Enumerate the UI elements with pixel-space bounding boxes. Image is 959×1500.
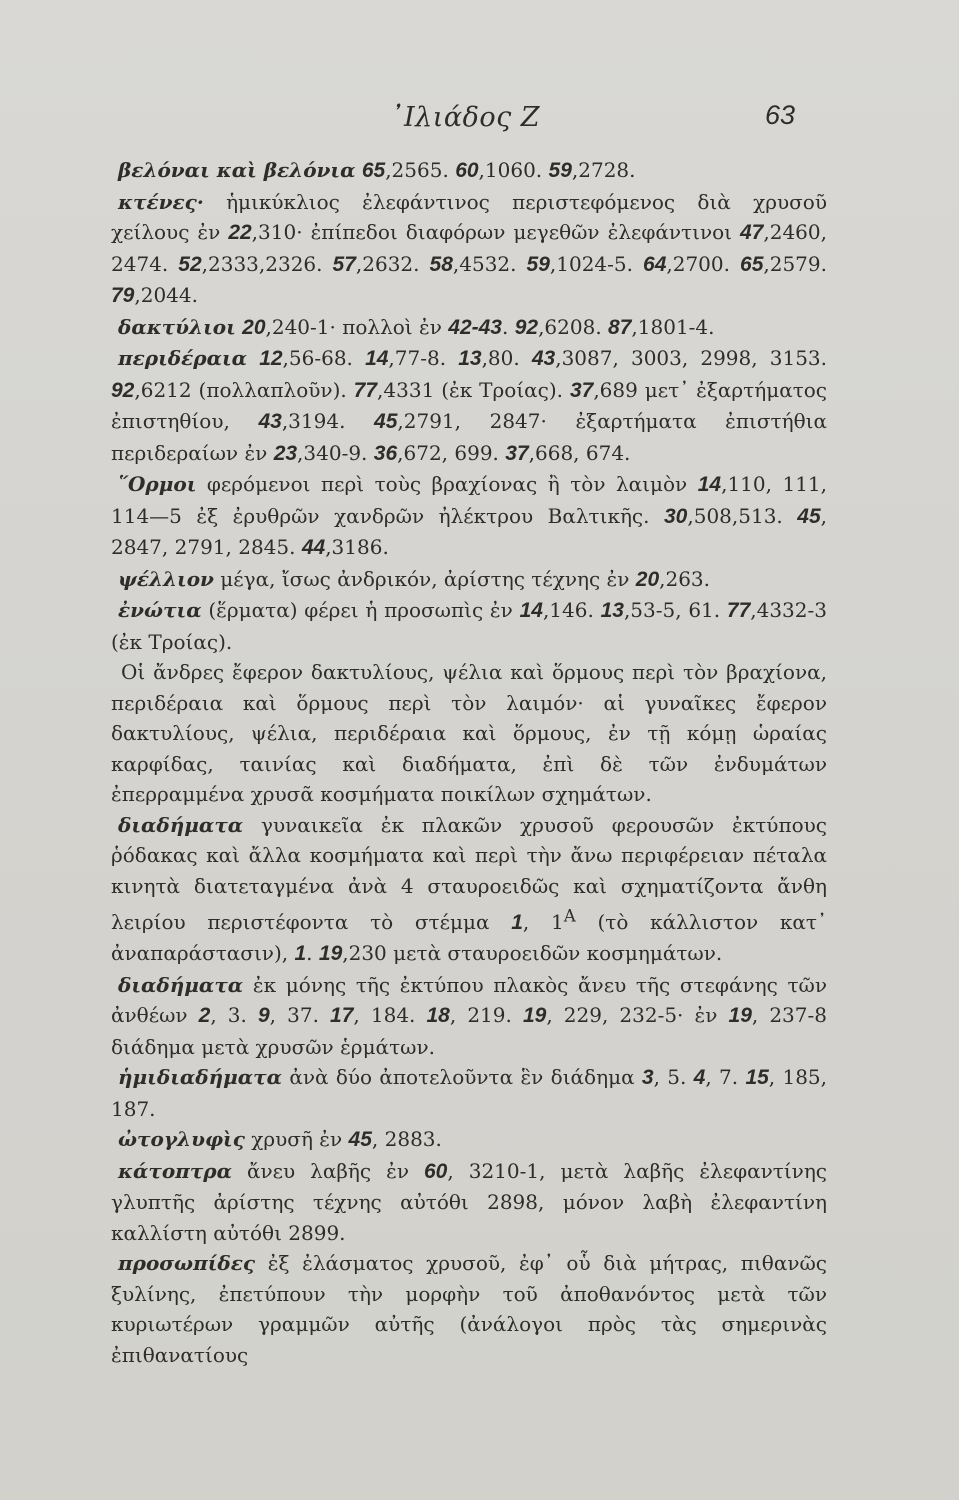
- entry-term: διαδήματα: [118, 972, 244, 997]
- entry-hemidiademata: [111, 1062, 827, 1124]
- entry-term: βελόναι καὶ βελόνια: [118, 158, 356, 182]
- entry-text: 20,240-1· πολλοὶ ἐν 42-43. 92,6208. 87,1801-4.: [242, 314, 715, 339]
- entry-text: φερόμενοι περὶ τοὺς βραχίονας ἢ τὸν λαιμὸν 14,110, 111, 114—5 ἐξ ἐρυθρῶν χανδρῶν ἠλέκτρου Βαλτικῆς. 30,508,513. 45, 2847, 2791, 2845. 44,3186.: [111, 472, 828, 559]
- entry-text: ἡμικύκλιος ἐλεφάντινος περιστεφόμενος διὰ χρυσοῦ χείλους ἐν 22,310· ἐπίπεδοι διαφόρων μεγεθῶν ἐλεφάντινοι 47,2460, 2474. 52,2333,2326. 57,2632. 58,4532. 59,1024-5. 64,2700. 65,2579. 79,2044.: [111, 189, 827, 307]
- entry-term: δακτύλιοι: [118, 314, 236, 339]
- entry-diademata-1: [111, 810, 827, 970]
- entry-text: ἄνευ λαβῆς ἐν 60, 3210-1, μετὰ λαβῆς ἐλεφαντίνης γλυπτῆς ἀρίστης τέχνης αὐτόθι 2898, μόνον λαβὴ ἐλεφαντίνη καλλίστη αὐτόθι 2899.: [111, 1158, 828, 1245]
- entry-term: περιδέραια: [118, 346, 248, 370]
- entry-text: 65,2565. 60,1060. 59,2728.: [361, 158, 636, 182]
- entry-term: διαδήματα: [118, 812, 244, 837]
- entry-term: ὠτογλυφὶς: [118, 1127, 245, 1152]
- entry-text: 12,56-68. 14,77-8. 13,80. 43,3087, 3003, 2998, 3153. 92,6212 (πολλαπλοῦν). 77,4331 (ἐκ Τροίας). 37,689 μετ᾿ ἐξαρτήματος ἐπιστηθίου, 43,3194. 45,2791, 2847· ἐξαρτήματα ἐπιστήθια περιδεραίων ἐν 23,340-9. 36,672, 699. 37,668, 674.: [111, 346, 828, 465]
- entry-text: χρυσῆ ἐν 45, 2883.: [251, 1127, 442, 1152]
- entry-text: Οἱ ἄνδρες ἔφερον δακτυλίους, ψέλια καὶ ὅρμους περὶ τὸν βραχίονα, περιδέραια καὶ ὅρμους περὶ τὸν λαιμόν· αἱ γυναῖκες ἔφερον δακτυλίους, ψέλια, περιδέραια καὶ ὅρμους, ἐν τῇ κόμῃ ὡραίας καρφίδας, ταινίας καὶ διαδήματα, ἐπὶ δὲ τῶν ἐνδυμάτων ἐπερραμμένα χρυσᾶ κοσμήματα ποικίλων σχημάτων.: [111, 660, 827, 806]
- entry-term: ἡμιδιαδήματα: [118, 1065, 283, 1090]
- entry-term: κάτοπτρα: [118, 1158, 232, 1183]
- page-number: 63: [765, 100, 796, 130]
- entry-term: ἐνώτια: [118, 598, 202, 622]
- entry-perideraia: [111, 343, 827, 469]
- body-text: [111, 155, 827, 1370]
- entry-term: κτένες·: [118, 189, 204, 214]
- entry-daktylioi: [111, 312, 827, 344]
- running-header-title: ᾿Ιλιάδος Ζ: [390, 102, 541, 133]
- entry-ktenes: [111, 187, 827, 312]
- entry-text: γυναικεῖα ἐκ πλακῶν χρυσοῦ φερουσῶν ἐκτύπους ῥόδακας καὶ ἄλλα κοσμήματα καὶ περὶ τὴν ἄνω περιφέρειαν πέταλα κινητὰ διατεταγμένα ἀνὰ 4 σταυροειδῶς καὶ σχηματίζοντα ἄνθη λειρίου περιστέφοντα τὸ στέμμα 1, $1^A$ (τὸ κάλλιστον κατ᾿ ἀναπαράστασιν), 1. 19,230 μετὰ σταυροειδῶν κοσμημάτων.: [111, 812, 827, 966]
- prose-paragraph: [111, 657, 827, 810]
- entry-term: ῞Ορμοι: [118, 472, 197, 496]
- entry-text: ἐξ ἐλάσματος χρυσοῦ, ἐφ᾿ οὗ διὰ μήτρας, πιθανῶς ξυλίνης, ἐπετύπουν τὴν μορφὴν τοῦ ἀποθανόντος μετὰ τῶν κυριωτέρων γραμμῶν αὐτῆς (ἀνάλογοι πρὸς τὰς σημερινὰς ἐπιθανατίους: [111, 1251, 828, 1367]
- entry-otoglyphis: [111, 1124, 827, 1156]
- entry-text: (ἕρματα) φέρει ἡ προσωπὶς ἐν 14,146. 13,53-5, 61. 77,4332-3 (ἐκ Τροίας).: [111, 598, 827, 654]
- entry-term: ψέλλιον: [118, 566, 214, 591]
- entry-prosopides: [111, 1248, 827, 1370]
- entry-text: μέγα, ἴσως ἀνδρικόν, ἀρίστης τέχνης ἐν 20,263.: [220, 566, 711, 591]
- entry-katoptra: [111, 1156, 827, 1249]
- entry-psellion: [111, 564, 827, 596]
- entry-text: ἐκ μόνης τῆς ἐκτύπου πλακὸς ἄνευ τῆς στεφάνης τῶν ἀνθέων 2, 3. 9, 37. 17, 184. 18, 219. 19, 229, 232-5· ἐν 19, 237-8 διάδημα μετὰ χρυσῶν ἑρμάτων.: [111, 972, 828, 1059]
- entry-belonai: [111, 155, 827, 187]
- entry-hormoi: [111, 469, 827, 564]
- entry-enotia: [111, 595, 827, 657]
- entry-term: προσωπίδες: [118, 1251, 256, 1276]
- entry-diademata-2: [111, 970, 827, 1063]
- entry-text: ἀνὰ δύο ἀποτελοῦντα ἓν διάδημα 3, 5. 4, 7. 15, 185, 187.: [111, 1065, 828, 1121]
